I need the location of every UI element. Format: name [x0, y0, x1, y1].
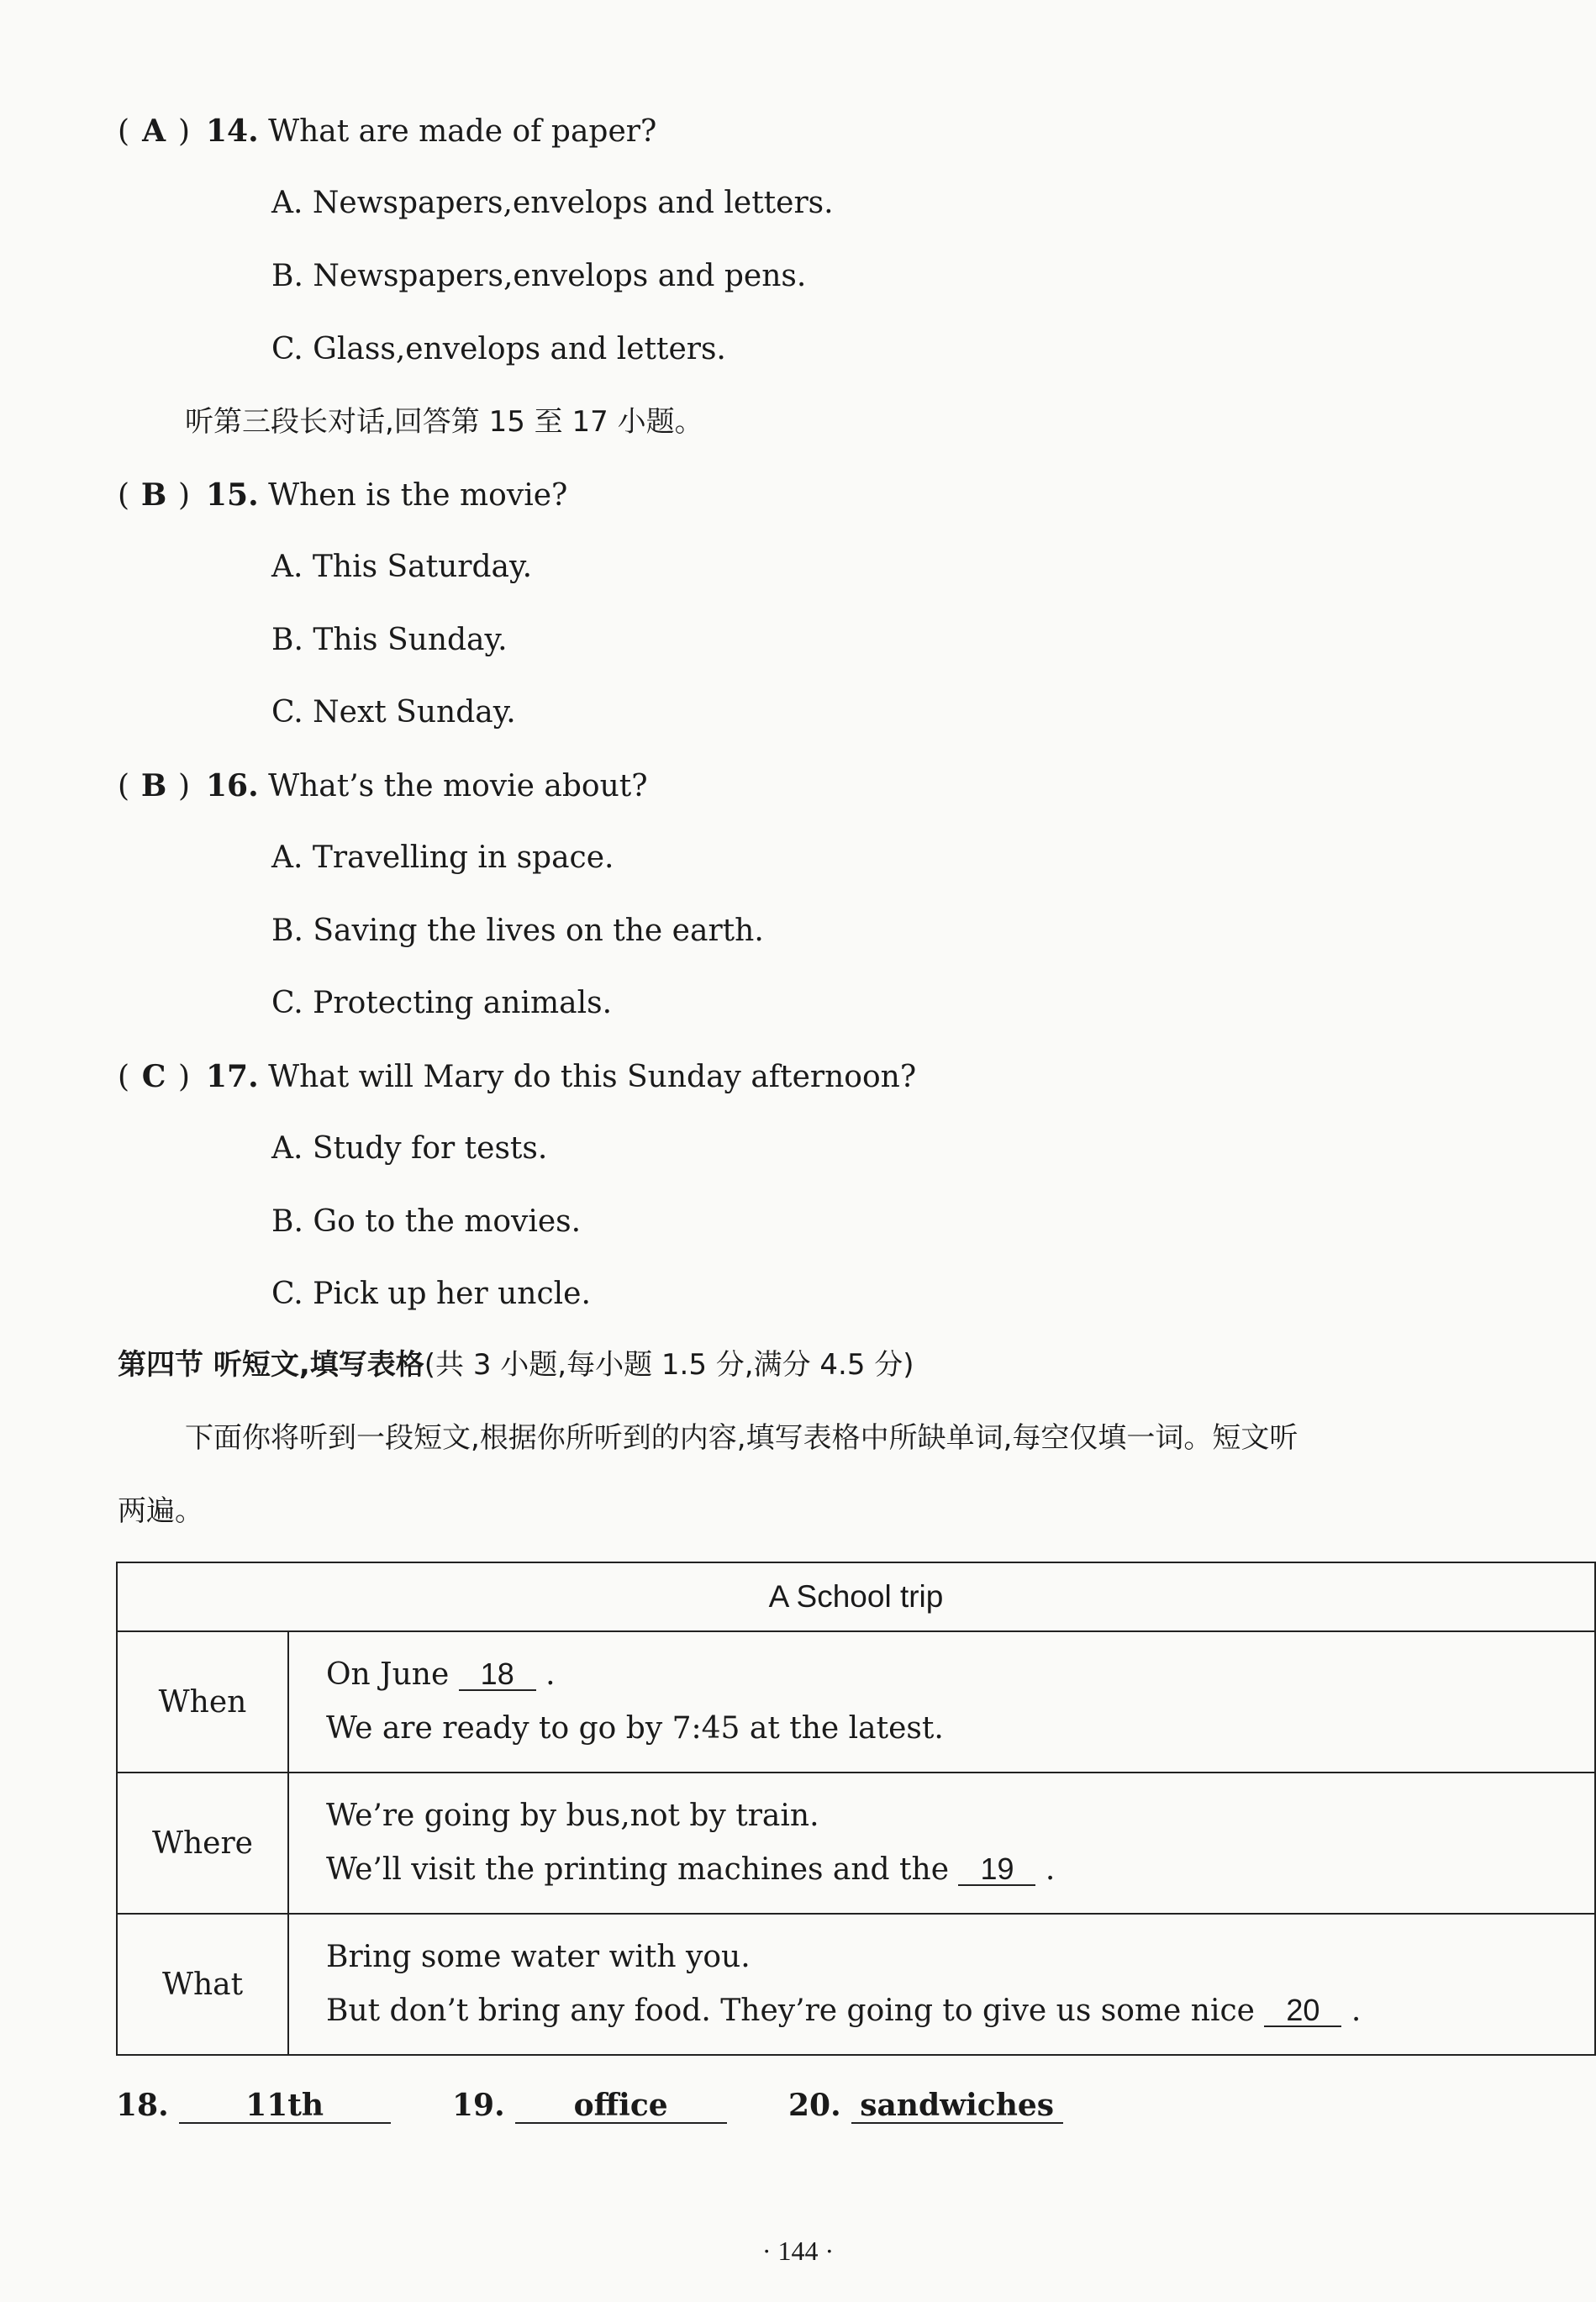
question-text: What’s the movie about?: [268, 769, 648, 803]
option-c: C. Next Sunday.: [271, 695, 516, 730]
option-a: A. Newspapers,envelops and letters.: [271, 186, 834, 220]
row-content: [288, 1914, 1595, 2055]
option-a: A. Study for tests.: [271, 1131, 548, 1166]
option-c: C. Protecting animals.: [271, 986, 613, 1020]
content-line: [326, 1657, 1594, 1694]
option-b: B. Saving the lives on the earth.: [271, 914, 764, 948]
row-label: What: [117, 1914, 288, 2055]
answer-bracket: ( C ): [118, 1059, 191, 1094]
answer-value: sandwiches: [851, 2089, 1063, 2124]
answer-20: [788, 2088, 1063, 2124]
question-14: [118, 113, 656, 150]
table-row-what: [117, 1914, 1595, 2055]
question-16: [118, 767, 648, 805]
option-b: B. Newspapers,envelops and pens.: [271, 259, 807, 293]
option-a: A. This Saturday.: [271, 550, 533, 584]
section-title: 第四节 听短文,填写表格: [118, 1348, 424, 1382]
answer-18: [116, 2088, 391, 2124]
answer-letter: B: [140, 477, 167, 513]
content-line: [326, 1852, 1594, 1888]
question-number: 15.: [206, 477, 259, 513]
answer-19: [452, 2088, 727, 2124]
option-c: C. Pick up her uncle.: [271, 1277, 591, 1311]
answer-bracket: ( B ): [118, 477, 191, 513]
option-b: B. This Sunday.: [271, 623, 508, 657]
blank-20: 20: [1264, 1995, 1341, 2027]
question-text: When is the movie?: [268, 478, 568, 513]
line-text: We are ready to go by 7:45 at the latest.: [326, 1711, 944, 1746]
line-punct: .: [1045, 1852, 1056, 1887]
content-line: [326, 1993, 1594, 2030]
line-punct: .: [545, 1657, 556, 1692]
section-heading: [118, 1346, 914, 1383]
question-15: [118, 477, 567, 514]
section-instruction-cont: 两遍。: [118, 1494, 203, 1528]
question-number: 16.: [206, 768, 259, 803]
line-text: On June: [326, 1657, 450, 1692]
answer-value: 11th: [179, 2089, 391, 2124]
line-punct: .: [1351, 1994, 1362, 2028]
question-number: 14.: [206, 113, 259, 149]
answer-letter: A: [142, 113, 166, 149]
school-trip-table: [116, 1562, 1596, 2056]
line-text: Bring some water with you.: [326, 1940, 751, 1974]
content-line: [326, 1939, 1594, 1976]
row-content: [288, 1631, 1595, 1773]
answer-number: 20.: [788, 2088, 841, 2123]
line-text: We’re going by bus,not by train.: [326, 1799, 819, 1833]
answer-bracket: ( A ): [118, 113, 191, 149]
question-text: What will Mary do this Sunday afternoon?: [268, 1060, 917, 1094]
answer-letter: C: [141, 1059, 166, 1094]
line-text: But don’t bring any food. They’re going to give us some nice: [326, 1994, 1255, 2028]
answer-number: 19.: [452, 2088, 505, 2123]
answer-bracket: ( B ): [118, 768, 191, 803]
question-number: 17.: [206, 1059, 259, 1094]
option-a: A. Travelling in space.: [271, 840, 614, 875]
section-instruction: 下面你将听到一段短文,根据你所听到的内容,填写表格中所缺单词,每空仅填一词。短文听: [185, 1421, 1298, 1455]
answer-value: office: [515, 2089, 727, 2124]
page-number: · 144 ·: [761, 2236, 835, 2266]
option-b: B. Go to the movies.: [271, 1204, 582, 1239]
blank-18: 18: [459, 1659, 536, 1691]
row-content: [288, 1773, 1595, 1914]
blank-19: 19: [958, 1854, 1035, 1886]
option-c: C. Glass,envelops and letters.: [271, 332, 726, 366]
table-row-where: [117, 1773, 1595, 1914]
dialogue-note: 听第三段长对话,回答第 15 至 17 小题。: [185, 405, 703, 439]
row-label: When: [117, 1631, 288, 1773]
line-text: We’ll visit the printing machines and the: [326, 1852, 950, 1887]
answer-letter: B: [140, 768, 167, 803]
question-17: [118, 1058, 916, 1096]
content-line: [326, 1710, 1594, 1747]
table-title: A School trip: [117, 1562, 1595, 1631]
table-row-when: [117, 1631, 1595, 1773]
row-label: Where: [117, 1773, 288, 1914]
answer-number: 18.: [116, 2088, 169, 2123]
question-text: What are made of paper?: [268, 114, 657, 149]
section-score: (共 3 小题,每小题 1.5 分,满分 4.5 分): [424, 1348, 914, 1382]
content-line: [326, 1798, 1594, 1835]
